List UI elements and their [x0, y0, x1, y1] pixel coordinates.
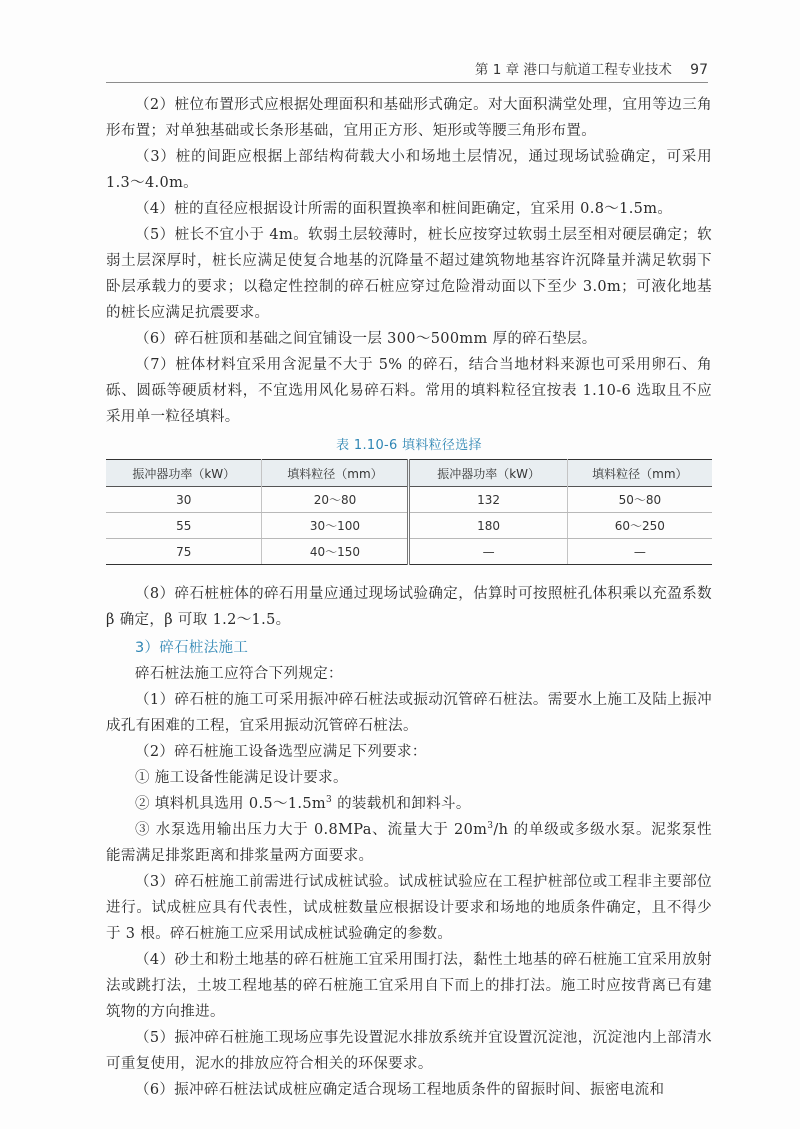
paragraph-3: （3）桩的间距应根据上部结构荷载大小和场地土层情况，通过现场试验确定，可采用 1.3～4.0m。 [106, 149, 712, 191]
equipment-req-2-tail: 的装载机和卸料斗。 [332, 796, 471, 812]
construction-item-1: （1）碎石桩的施工可采用振冲碎石桩法或振动沉管碎石桩法。需要水上施工及陆上振冲成孔有困难的工程，宜采用振动沉管碎石桩法。 [106, 692, 712, 734]
table-cell: 60～250 [567, 513, 712, 539]
superscript: 3 [487, 821, 494, 832]
page-number: 97 [690, 62, 708, 78]
paragraph-4: （4）桩的直径应根据设计所需的面积置换率和桩间距确定，宜采用 0.8～1.5m。 [135, 201, 673, 217]
table-row [106, 513, 712, 539]
table-row [106, 487, 712, 513]
section-heading: 3）碎石桩法施工 [135, 640, 249, 656]
page-body [106, 92, 712, 1103]
equipment-req-3-text: ③ 水泵选用输出压力大于 0.8MPa、流量大于 20m [135, 822, 488, 838]
table-header-row [106, 460, 712, 487]
fill-size-table [106, 459, 712, 565]
header-cell: 振冲器功率（kW） [409, 460, 567, 487]
paragraph-7: （7）桩体材料宜采用含泥量不大于 5% 的碎石，结合当地材料来源也可采用卵石、角砾、圆砾等硬质材料，不宜选用风化易碎石料。常用的填料粒径宜按表 1.10-6 选取且不应采用单一粒径填料。 [106, 357, 712, 425]
table-cell: 50～80 [567, 487, 712, 513]
chapter-title: 第 1 章 港口与航道工程专业技术 [474, 62, 672, 78]
header-cell: 振冲器功率（kW） [132, 466, 236, 481]
construction-item-4: （4）砂土和粉土地基的碎石桩施工宜采用围打法，黏性土地基的碎石桩施工宜采用放射法或跳打法，土坡工程地基的碎石桩施工宜采用自下而上的排打法。施工时应按背离已有建筑物的方向推进。 [106, 952, 712, 1020]
paragraph-6: （6）碎石桩顶和基础之间宜铺设一层 300～500mm 厚的碎石垫层。 [135, 331, 597, 347]
table-cell: — [409, 539, 567, 565]
header-cell: 填料粒径（mm） [567, 460, 712, 487]
equipment-req-3 [106, 817, 712, 869]
header-cell: 填料粒径（mm） [262, 460, 409, 487]
running-header [106, 58, 708, 83]
table-cell: 75 [106, 539, 262, 565]
table-cell: 40～150 [262, 539, 409, 565]
section-intro: 碎石桩法施工应符合下列规定： [135, 666, 343, 682]
table-cell: 30 [106, 487, 262, 513]
table-cell: 132 [409, 487, 567, 513]
table-caption: 表 1.10-6 填料粒径选择 [336, 438, 482, 453]
table-cell: 20～80 [262, 487, 409, 513]
paragraph-8: （8）碎石桩桩体的碎石用量应通过现场试验确定，估算时可按照桩孔体积乘以充盈系数 β 确定，β 可取 1.2～1.5。 [106, 586, 712, 628]
equipment-req-3-tail: /h 的单级或多级水泵。泥浆泵性能需满足排浆距离和排浆量两方面要求。 [106, 822, 713, 864]
paragraph-2: （2）桩位布置形式应根据处理面积和基础形式确定。对大面积满堂处理，宜用等边三角形布置；对单独基础或长条形基础，宜用正方形、矩形或等腰三角形布置。 [106, 97, 712, 139]
construction-item-5: （5）振冲碎石桩施工现场应事先设置泥水排放系统并宜设置沉淀池，沉淀池内上部清水可重复使用，泥水的排放应符合相关的环保要求。 [106, 1030, 712, 1072]
table-row [106, 539, 712, 565]
equipment-req-2-text: ② 填料机具选用 0.5～1.5m [135, 796, 327, 812]
construction-item-6: （6）振冲碎石桩法试成桩应确定适合现场工程地质条件的留振时间、振密电流和 [135, 1082, 665, 1098]
table-cell: 55 [106, 513, 262, 539]
paragraph-5: （5）桩长不宜小于 4m。软弱土层较薄时，桩长应按穿过软弱土层至相对硬层确定；软弱土层深厚时，桩长应满足使复合地基的沉降量不超过建筑物地基容许沉降量并满足软弱下卧层承载力的要求；以稳定性控制的碎石桩应穿过危险滑动面以下至少 3.0m；可液化地基的桩长应满足抗震要求。 [106, 227, 712, 321]
table-cell: 180 [409, 513, 567, 539]
construction-item-3: （3）碎石桩施工前需进行试成桩试验。试成桩试验应在工程护桩部位或工程非主要部位进行。试成桩应具有代表性，试成桩数量应根据设计要求和场地的地质条件确定，且不得少于 3 根。碎石桩施工应采用试成桩试验确定的参数。 [106, 874, 712, 942]
table-cell: 30～100 [262, 513, 409, 539]
superscript: 3 [326, 795, 333, 806]
construction-item-2: （2）碎石桩施工设备选型应满足下列要求： [135, 744, 427, 760]
equipment-req-2 [106, 791, 712, 817]
after-table-block [106, 581, 712, 1103]
equipment-req-1: ① 施工设备性能满足设计要求。 [135, 770, 348, 786]
table-cell: — [567, 539, 712, 565]
